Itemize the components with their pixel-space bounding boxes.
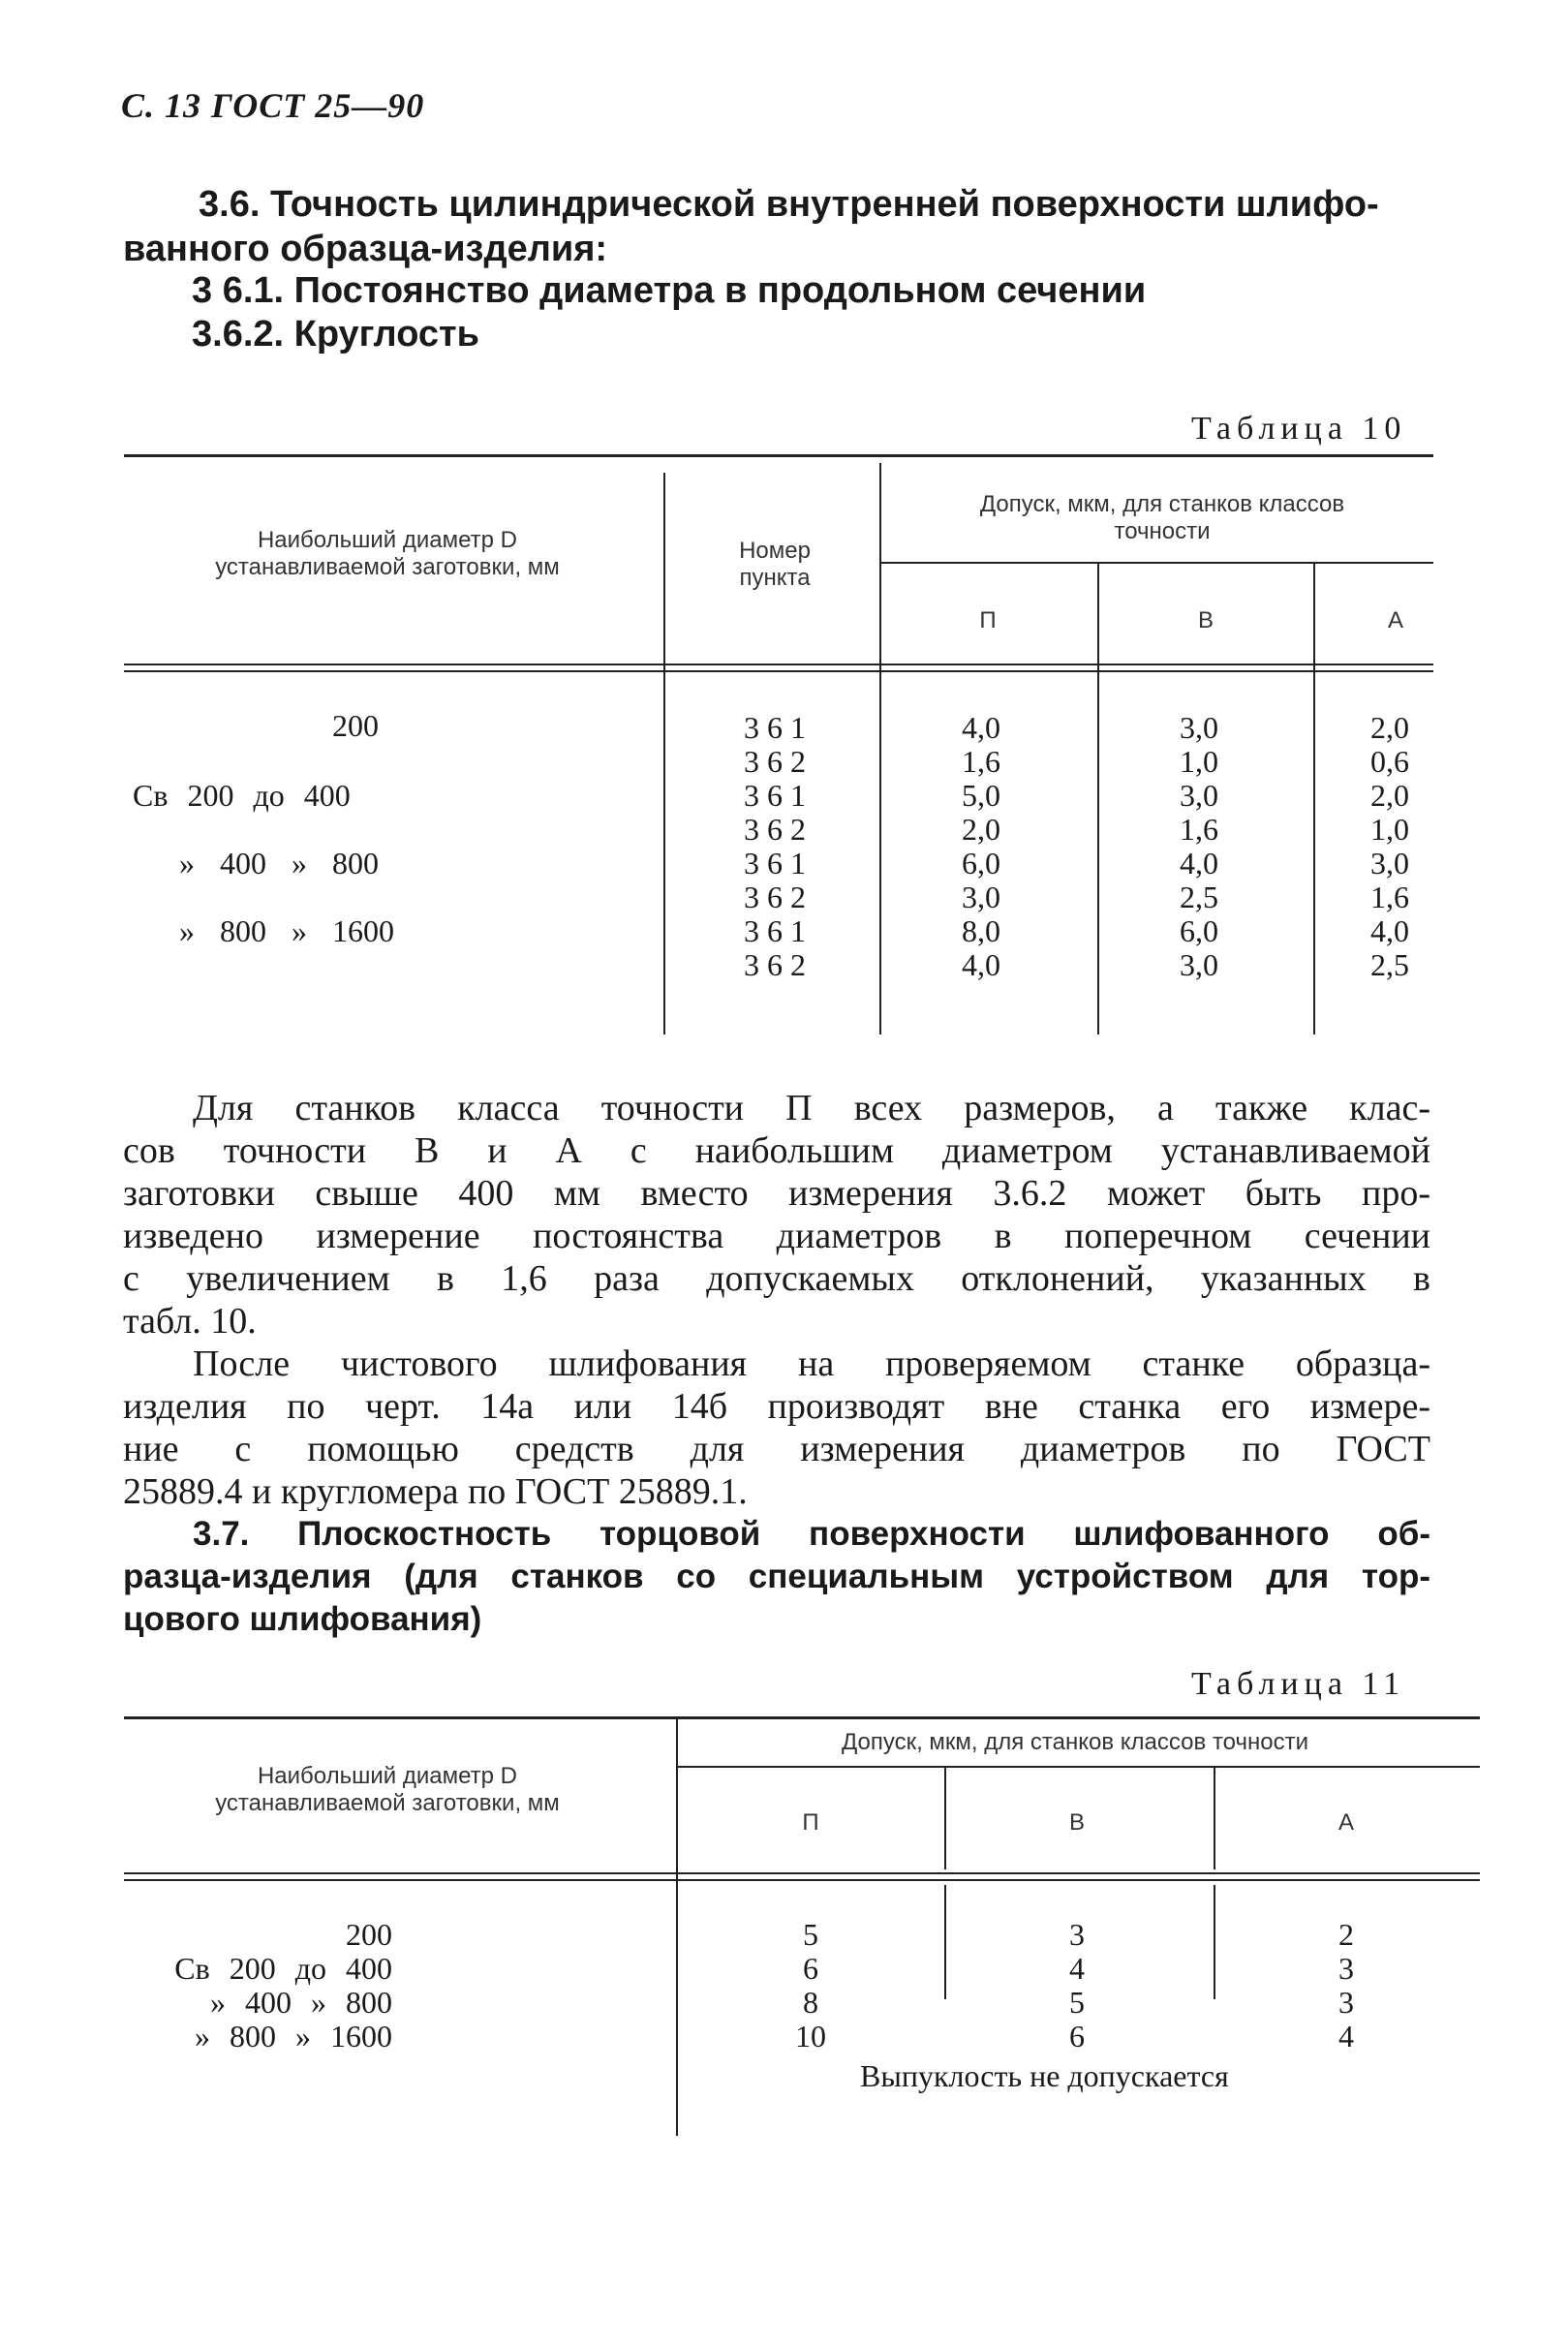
- table11-divider: [1214, 1768, 1215, 1869]
- table10-header-diameter: Наибольший диаметр D устанавливаемой заготовки, мм: [215, 527, 560, 580]
- table11-subheader-rule: [678, 1766, 1480, 1768]
- table10-header-class-p: П: [979, 607, 997, 633]
- table10-divider: [1313, 564, 1315, 1035]
- table10-class-p-column: [962, 711, 1000, 982]
- table11-top-rule: [124, 1716, 1480, 1719]
- table11-v-cell: 3: [1069, 1917, 1085, 1952]
- table10-item-cell: 3 6 2: [744, 947, 806, 982]
- table10-p-cell: 1,6: [962, 744, 1000, 779]
- section-3-7-line: цового шлифования): [123, 1600, 482, 1638]
- table10-item-cell: 3 6 2: [744, 880, 806, 914]
- table11-caption: Таблица 11: [1191, 1666, 1406, 1702]
- paragraph-line: изделия по черт. 14а или 14б производят вне станка его измере-: [123, 1386, 1430, 1427]
- table11-diameter-row: » 400 » 800: [210, 1985, 392, 2020]
- table11-diameter-row: » 800 » 1600: [195, 2019, 392, 2054]
- paragraph-line: Для станков класса точности П всех размеров, а также клас-: [193, 1088, 1430, 1128]
- table11-diameter-row: 200: [346, 1917, 392, 1952]
- table10-header-class-v: В: [1197, 607, 1214, 633]
- paragraph-line: табл. 10.: [123, 1301, 257, 1342]
- table10-divider: [879, 463, 881, 1035]
- table10-class-v-column: [1180, 711, 1218, 982]
- table10-item-cell: 3 6 1: [744, 778, 806, 813]
- table10-p-cell: 3,0: [962, 880, 1000, 914]
- table11-divider: [1214, 1885, 1215, 1999]
- table11-p-cell: 10: [795, 2019, 826, 2054]
- table10-a-cell: 2,0: [1370, 778, 1409, 813]
- paragraph-note-table10: [123, 1087, 1430, 1343]
- table10-v-cell: 4,0: [1180, 846, 1218, 880]
- table10-p-cell: 5,0: [962, 778, 1000, 813]
- table10-p-cell: 6,0: [962, 846, 1000, 880]
- table10-class-a-column: [1370, 711, 1409, 982]
- table11-header-rule-1: [124, 1872, 1480, 1874]
- table11-class-p-column: [772, 1918, 849, 2054]
- table10-item-cell: 3 6 1: [744, 846, 806, 880]
- table10-diameter-row: » 400 » 800: [179, 846, 379, 880]
- table10-header-tolerance: Допуск, мкм, для станков классов точности: [979, 491, 1345, 544]
- section-3-6-title-line2: ванного образца-изделия:: [123, 229, 608, 269]
- table11-p-cell: 6: [803, 1951, 818, 1986]
- table10-v-cell: 6,0: [1180, 913, 1218, 948]
- table11-a-cell: 3: [1338, 1951, 1354, 1986]
- table10-item-cell: 3 6 1: [744, 710, 806, 745]
- table10-v-cell: 1,6: [1180, 812, 1218, 847]
- page-header: С. 13 ГОСТ 25—90: [121, 86, 425, 125]
- table10-p-cell: 4,0: [962, 710, 1000, 745]
- table11-header-class-a: А: [1337, 1809, 1354, 1836]
- table10-item-cell: 3 6 2: [744, 812, 806, 847]
- table11-divider: [944, 1885, 946, 1999]
- section-3-7-line: разца-изделия (для станков со специальным устройством для тор-: [123, 1558, 1430, 1595]
- table10-subheader-rule: [881, 562, 1433, 564]
- table11-p-cell: 8: [803, 1985, 818, 2020]
- section-3-7-title: [123, 1513, 1430, 1641]
- table10-v-cell: 3,0: [1180, 710, 1218, 745]
- table10-v-cell: 3,0: [1180, 947, 1218, 982]
- table10-v-cell: 1,0: [1180, 744, 1218, 779]
- table11-a-cell: 4: [1338, 2019, 1354, 2054]
- table10-header-rule-1: [124, 664, 1433, 665]
- section-3-6-2: 3.6.2. Круглость: [192, 314, 480, 355]
- table11-diameter-column: [126, 1918, 392, 2054]
- table11-header-class-v: В: [1068, 1809, 1085, 1836]
- table11-v-cell: 4: [1069, 1951, 1085, 1986]
- table10-v-cell: 3,0: [1180, 778, 1218, 813]
- table10-item-cell: 3 6 1: [744, 913, 806, 948]
- table10-v-cell: 2,5: [1180, 880, 1218, 914]
- table11-a-cell: 3: [1338, 1985, 1354, 2020]
- table10-a-cell: 3,0: [1370, 846, 1409, 880]
- table11-header-rule-2: [124, 1879, 1480, 1881]
- table11-p-cell: 5: [803, 1917, 818, 1952]
- table10-caption: Таблица 10: [1191, 411, 1407, 447]
- section-3-6-title-line1: 3.6. Точность цилиндрической внутренней поверхности шлифо-: [199, 184, 1379, 225]
- table10-p-cell: 8,0: [962, 913, 1000, 948]
- paragraph-line: сов точности В и А с наибольшим диаметром устанавливаемой: [123, 1130, 1430, 1171]
- table10-divider: [663, 473, 665, 1035]
- table11-header-diameter: Наибольший диаметр D устанавливаемой заготовки, мм: [215, 1763, 560, 1816]
- table10-diameter-row: Св 200 до 400: [133, 778, 351, 813]
- table10-a-cell: 1,6: [1370, 880, 1409, 914]
- table10-a-cell: 2,5: [1370, 947, 1409, 982]
- paragraph-line: с увеличением в 1,6 раза допускаемых отклонений, указанных в: [123, 1258, 1430, 1299]
- table10-p-cell: 4,0: [962, 947, 1000, 982]
- table10-diameter-row: » 800 » 1600: [179, 913, 394, 948]
- paragraph-line: После чистового шлифования на проверяемом станке образца-: [193, 1343, 1430, 1384]
- table10-top-rule: [124, 454, 1433, 457]
- table10-p-cell: 2,0: [962, 812, 1000, 847]
- table11-class-a-column: [1307, 1918, 1385, 2054]
- table10-diameter-row: 200: [332, 708, 379, 743]
- table11-v-cell: 5: [1069, 1985, 1085, 2020]
- table11-note: Выпуклость не допускается: [860, 2058, 1229, 2093]
- section-3-6-1: 3 6.1. Постоянство диаметра в продольном сечении: [192, 270, 1147, 311]
- section-3-7-line: 3.7. Плоскостность торцовой поверхности шлифованного об-: [193, 1515, 1430, 1553]
- table10-divider: [1097, 564, 1099, 1035]
- table10-header-class-a: А: [1387, 607, 1403, 633]
- table10-header-rule-2: [124, 670, 1433, 672]
- table10-a-cell: 4,0: [1370, 913, 1409, 948]
- table11-v-cell: 6: [1069, 2019, 1085, 2054]
- table10-a-cell: 2,0: [1370, 710, 1409, 745]
- table10-item-column: [736, 711, 814, 982]
- table11-class-v-column: [1038, 1918, 1116, 2054]
- table11-divider: [676, 1719, 678, 2136]
- paragraph-line: заготовки свыше 400 мм вместо измерения 3.6.2 может быть про-: [123, 1173, 1430, 1214]
- paragraph-line: ние с помощью средств для измерения диаметров по ГОСТ: [123, 1429, 1430, 1469]
- table10-a-cell: 1,0: [1370, 812, 1409, 847]
- table11-header-class-p: П: [802, 1809, 819, 1836]
- table11-diameter-row: Св 200 до 400: [174, 1951, 392, 1986]
- table11-a-cell: 2: [1338, 1917, 1354, 1952]
- table10-item-cell: 3 6 2: [744, 744, 806, 779]
- paragraph-measurement: [123, 1343, 1430, 1513]
- table10-header-item-number: Номер пункта: [739, 538, 811, 591]
- table10-a-cell: 0,6: [1370, 744, 1409, 779]
- paragraph-line: 25889.4 и кругломера по ГОСТ 25889.1.: [123, 1471, 748, 1512]
- paragraph-line: изведено измерение постоянства диаметров в поперечном сечении: [123, 1216, 1430, 1256]
- table11-divider: [944, 1768, 946, 1869]
- table11-header-tolerance: Допуск, мкм, для станков классов точности: [841, 1729, 1308, 1755]
